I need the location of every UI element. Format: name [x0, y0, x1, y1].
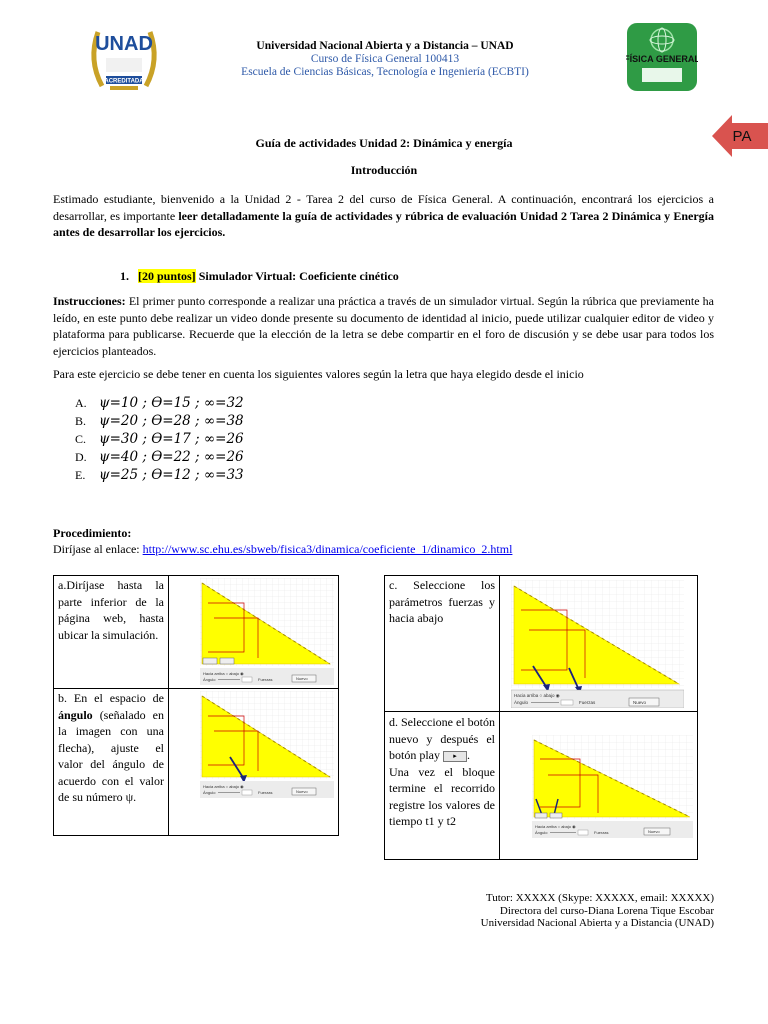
simulation-screenshot-d	[532, 735, 693, 838]
footer-director: Directora del curso-Diana Lorena Tique Escobar	[499, 904, 714, 917]
option-letter: A.	[75, 396, 87, 410]
sim-down-label: Hacia arriba ○ abajo ◉	[203, 671, 244, 676]
simulation-screenshot-a	[200, 578, 334, 685]
section-1-number: 1.	[120, 269, 129, 283]
sim-angle-label: Ángulo	[514, 700, 529, 705]
unad-logo-text: UNAD	[95, 33, 153, 55]
option-expression: ψ=40 ; ϴ=22 ; ∞=26	[99, 449, 244, 465]
unad-logo-subtext: ACREDITADA	[104, 78, 144, 85]
option-a	[75, 395, 244, 413]
unad-logo	[84, 24, 164, 98]
course-name: Curso de Física General 100413	[310, 53, 460, 65]
step-d-text: d. Seleccione el botón nuevo y después el botón play ▸ . Una vez el bloque termine el recorrido registre los valores de tiempo t1 y t2	[389, 715, 495, 828]
section-1-heading	[120, 269, 399, 284]
sim-down-label: Hacia arriba ○ abajo ◉	[203, 784, 244, 789]
instructions-paragraph	[53, 293, 714, 359]
sim-forces-label: Fuerzas	[258, 790, 273, 795]
option-b	[75, 413, 244, 431]
fisica-general-logo	[626, 22, 698, 92]
step-d-text-2: Una vez el bloque termine el recorrido registre los valores de tiempo t1 y t2	[389, 764, 495, 828]
option-letter: B.	[75, 414, 87, 428]
section-1-points: [20 puntos]	[138, 269, 196, 283]
option-c	[75, 431, 244, 449]
school-name: Escuela de Ciencias Básicas, Tecnología e Ingeniería (ECBTI)	[241, 66, 529, 78]
step-b-pre: b. En el espacio de	[58, 691, 164, 705]
pa-badge-text: PA	[732, 128, 752, 145]
sim-forces-label: Fuerzas	[579, 700, 596, 705]
option-letter: C.	[75, 432, 87, 446]
university-name: Universidad Nacional Abierta y a Distancia – UNAD	[256, 40, 514, 52]
option-letter: D.	[75, 450, 87, 464]
intro-heading: Introducción	[350, 163, 418, 177]
option-expression: ψ=30 ; ϴ=17 ; ∞=26	[99, 431, 244, 447]
sim-forces-label: Fuerzas	[594, 830, 609, 835]
step-a-text: a.Diríjase hasta la parte inferior de la página web, hasta ubicar la simulación.	[58, 578, 164, 642]
instructions-label: Instrucciones:	[53, 294, 126, 308]
values-intro: Para este ejercicio se debe tener en cuenta los siguientes valores según la letra que haya elegido desde el inicio	[53, 367, 584, 381]
step-b-post: (señalado en la imagen con una flecha), ajuste el valor del ángulo de acuerdo con el valor de su número ψ.	[58, 707, 164, 804]
step-b-bold: ángulo	[58, 707, 93, 722]
sim-angle-label: Ángulo	[535, 830, 548, 835]
procedure-line	[53, 542, 512, 557]
option-d	[75, 449, 244, 467]
sim-new-label: Nuevo	[296, 676, 308, 681]
fisica-logo-text: FÍSICA GENERAL	[626, 54, 698, 64]
procedure-text: Diríjase al enlace:	[53, 542, 143, 556]
option-e	[75, 467, 244, 485]
footer-tutor: Tutor: XXXXX (Skype: XXXXX, email: XXXXX)	[485, 892, 714, 904]
sim-down-label: Hacia arriba ○ abajo ◉	[514, 693, 560, 698]
footer-block	[481, 892, 714, 930]
instructions-text: El primer punto corresponde a realizar una práctica a través de un simulador virtual. Según la rúbrica que previamente ha leído, en este punto debe realizar un video donde presente su documento de identidad al inicio, puede utilizar cualquier editor de video y plataforma para publicarse. Recuerde que la elección de la letra se debe compartir en el foro de discusión y se debe usar para todos los ejercicios planteados.	[53, 294, 715, 358]
sim-new-label: Nuevo	[633, 700, 647, 705]
section-1-title: Simulador Virtual: Coeficiente cinético	[198, 269, 399, 283]
sim-down-label: Hacia arriba ○ abajo ◉	[535, 824, 576, 829]
simulation-screenshot-c	[511, 580, 684, 708]
option-expression: ψ=20 ; ϴ=28 ; ∞=38	[99, 413, 244, 429]
step-d-text-1: d. Seleccione el botón nuevo y después el botón play	[389, 715, 495, 762]
document-header	[180, 40, 590, 79]
intro-text-bold: leer detalladamente la guía de actividades y rúbrica de evaluación Unidad 2 Tarea 2 Dinámica y Energía antes de desarrollar los ejercicios.	[53, 208, 714, 239]
intro-text: Estimado estudiante, bienvenido a la Unidad 2 - Tarea 2 del curso de Física General. A continuación, encontrará los ejercicios a desarrollar, es importante	[53, 192, 714, 223]
sim-angle-label: Ángulo	[203, 677, 216, 682]
option-expression: ψ=10 ; ϴ=15 ; ∞=32	[99, 395, 244, 411]
step-b-text	[58, 690, 164, 806]
sim-new-label: Nuevo	[648, 829, 660, 834]
simulation-screenshot-b	[200, 691, 334, 798]
sim-new-label: Nuevo	[296, 789, 308, 794]
sim-angle-label: Ángulo	[203, 790, 216, 795]
footer-university: Universidad Nacional Abierta y a Distancia (UNAD)	[480, 917, 714, 929]
play-button-icon: ▸	[443, 751, 467, 762]
step-c-text: c. Seleccione los parámetros fuerzas y hacia abajo	[389, 578, 495, 625]
simulator-link[interactable]: http://www.sc.ehu.es/sbweb/fisica3/dinamica/coeficiente_1/dinamico_2.html	[142, 542, 513, 556]
option-expression: ψ=25 ; ϴ=12 ; ∞=33	[99, 467, 244, 483]
option-letter: E.	[75, 468, 86, 482]
procedure-heading: Procedimiento:	[53, 526, 132, 540]
guide-title: Guía de actividades Unidad 2: Dinámica y energía	[255, 136, 513, 150]
sim-forces-label: Fuerzas	[258, 677, 273, 682]
intro-paragraph	[53, 191, 714, 241]
